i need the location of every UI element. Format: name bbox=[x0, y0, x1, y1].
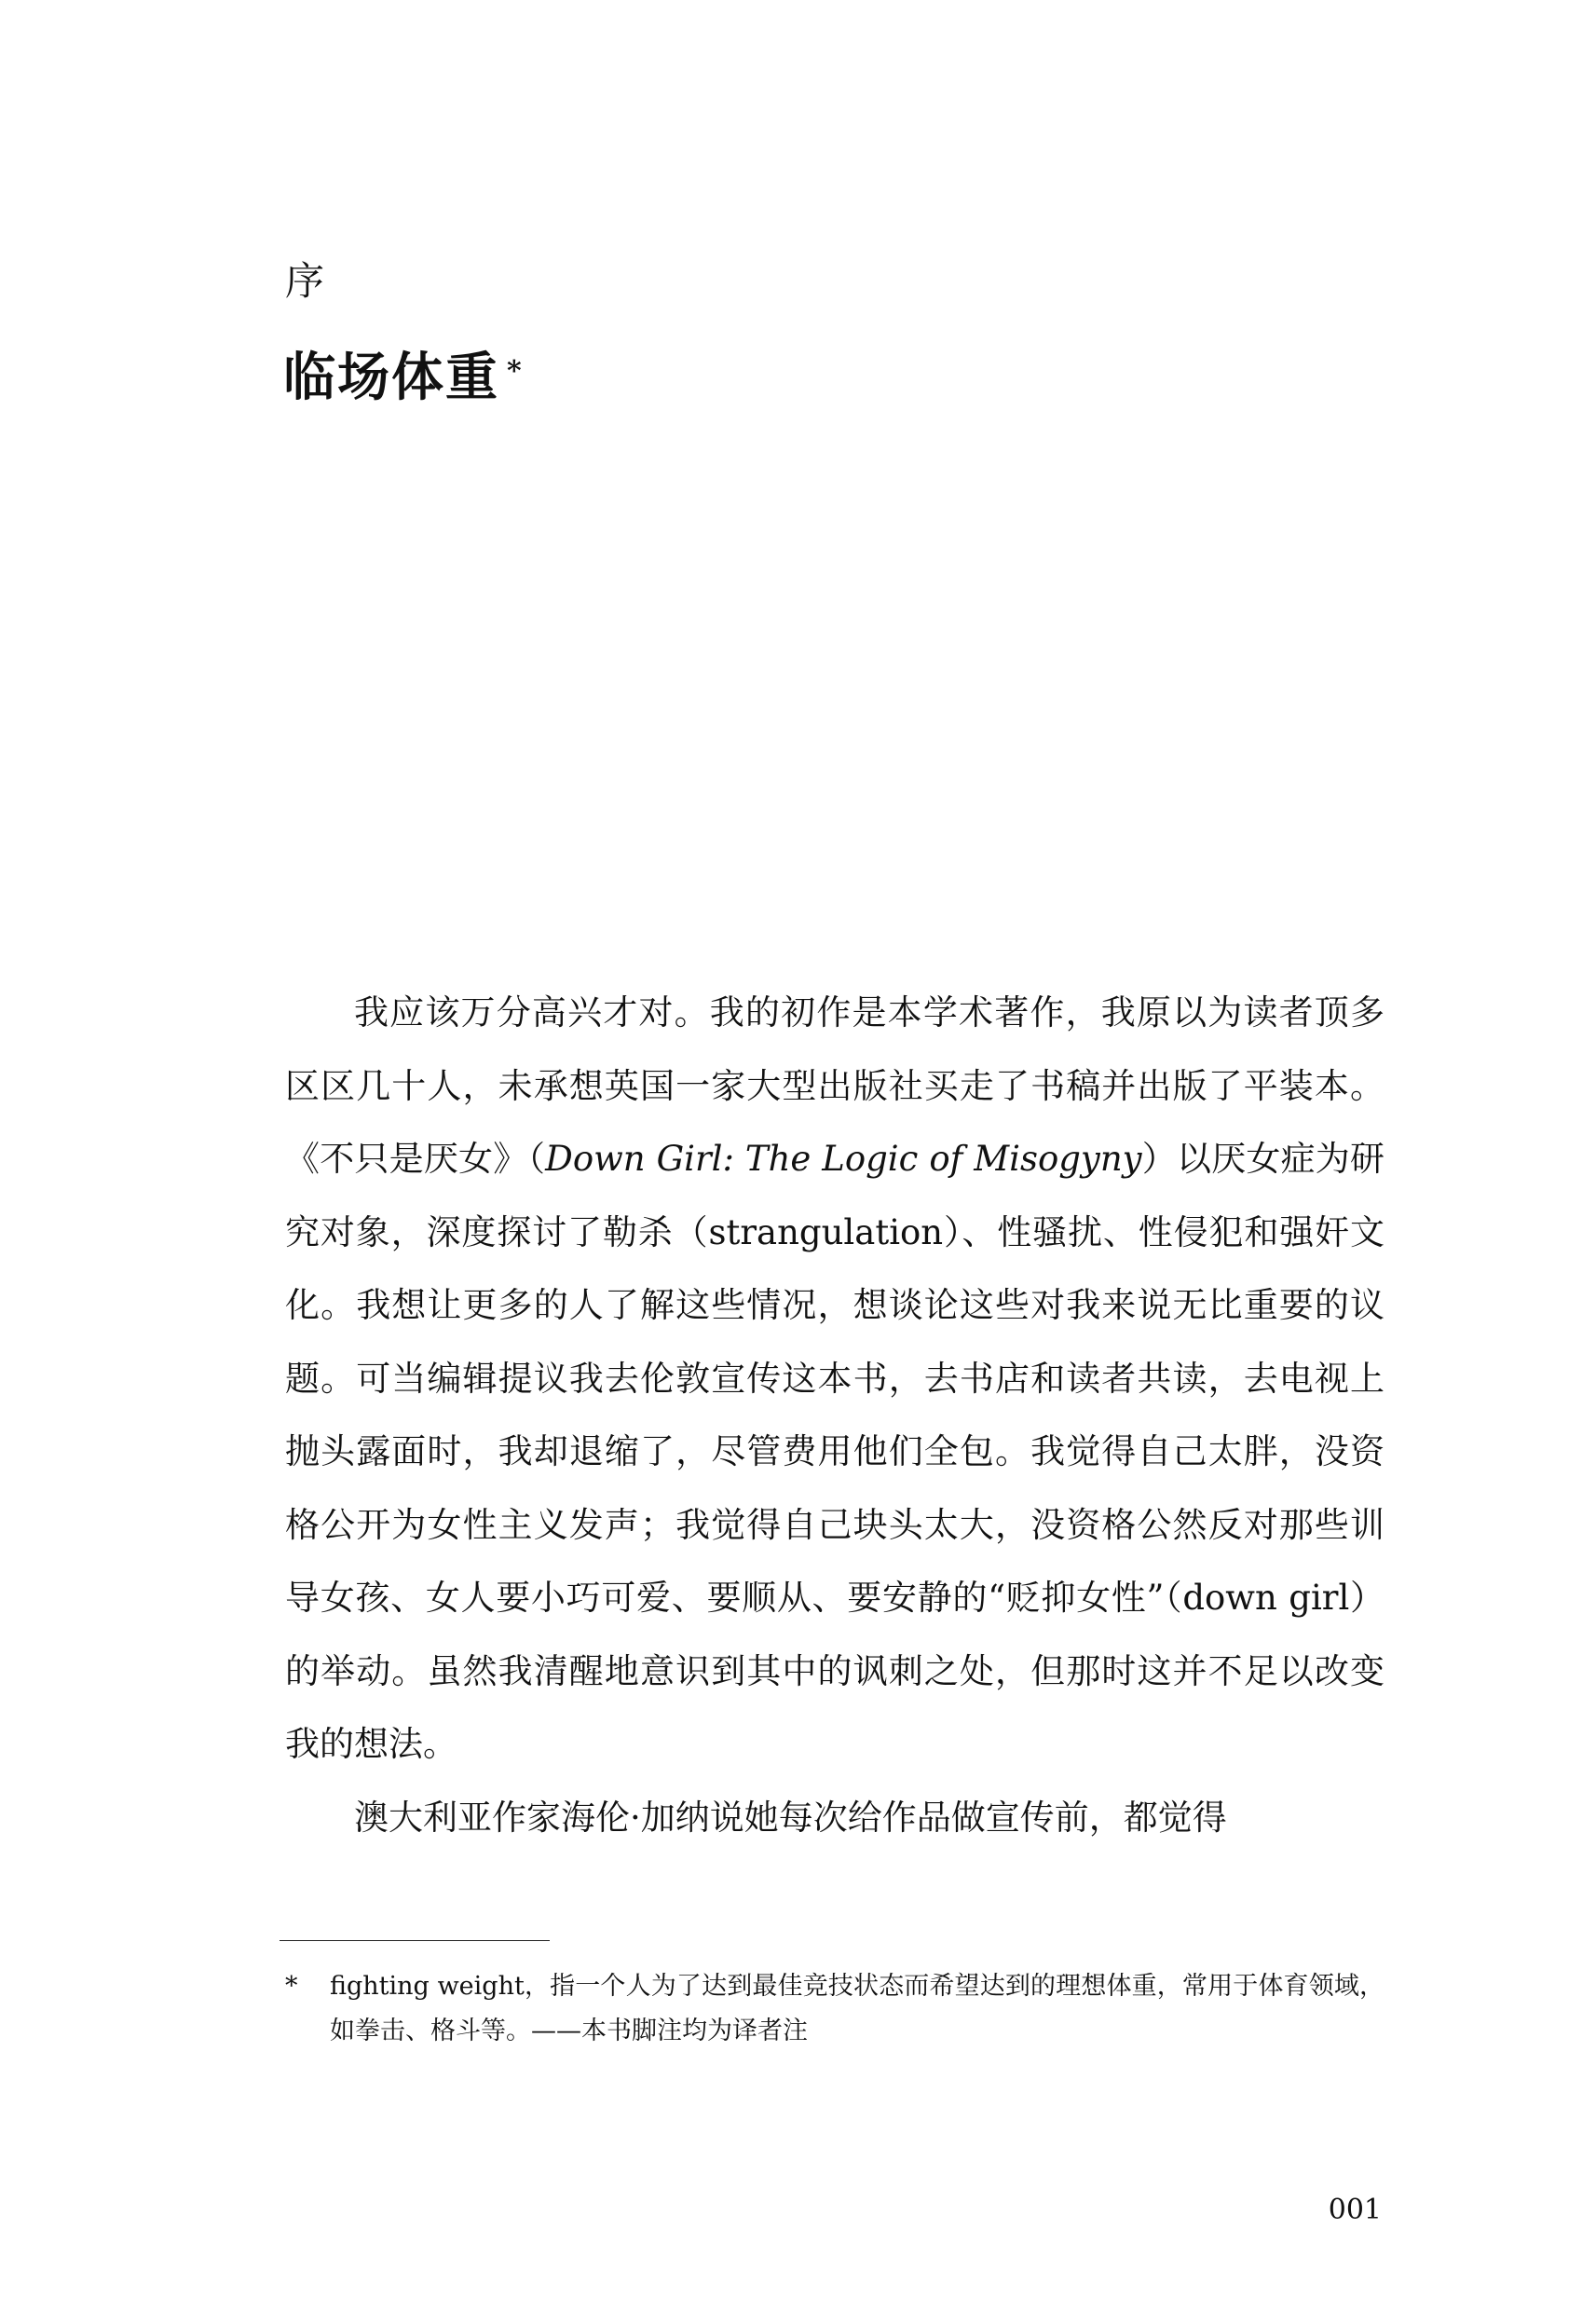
paragraph-2: 澳大利亚作家海伦·加纳说她每次给作品做宣传前，都觉得 bbox=[354, 1797, 1227, 1838]
footnote-text: fighting weight，指一个人为了达到最佳竞技状态而希望达到的理想体重，常用于体育领域，如拳击、格斗等。——本书脚注均为译者注 bbox=[330, 1972, 1385, 2045]
footnote-marker: * bbox=[285, 1972, 298, 2001]
page-number: 001 bbox=[1328, 2194, 1382, 2226]
body-text bbox=[285, 977, 1385, 1854]
paragraph-1-text-b: ）以厌女症为研究对象，深度探讨了勒杀（strangulation）、性骚扰、性侵犯和强奸文化。我想让更多的人了解这些情况，想谈论这些对我来说无比重要的议题。可当编辑提议我去伦敦宣传这本书，去书店和读者共读，去电视上抛头露面时，我却退缩了，尽管费用他们全包。我觉得自己太胖，没资格公开为女性主义发声；我觉得自己块头太大，没资格公然反对那些训导女孩、女人要小巧可爱、要顺从、要安静的“贬抑女性”（down girl）的举动。虽然我清醒地意识到其中的讽刺之处，但那时这并不足以改变我的想法。 bbox=[285, 1139, 1385, 1764]
footnote-reference-marker: * bbox=[507, 355, 524, 388]
footnote bbox=[285, 1964, 1385, 2054]
footnote-divider bbox=[280, 1940, 550, 1941]
chapter-title-text: 临场体重 bbox=[283, 347, 499, 408]
paragraph-1-text-a: 我应该万分高兴才对。我的初作是本学术著作，我原以为读者顶多区区几十人，未承想英国一家大型出版社买走了书稿并出版了平装本。《不只是厌女》（ bbox=[285, 992, 1385, 1179]
book-title-english: Down Girl: The Logic of Misogyny bbox=[545, 1139, 1142, 1179]
paragraph-1 bbox=[285, 977, 1385, 1782]
section-label: 序 bbox=[285, 258, 325, 304]
chapter-title bbox=[283, 340, 524, 415]
